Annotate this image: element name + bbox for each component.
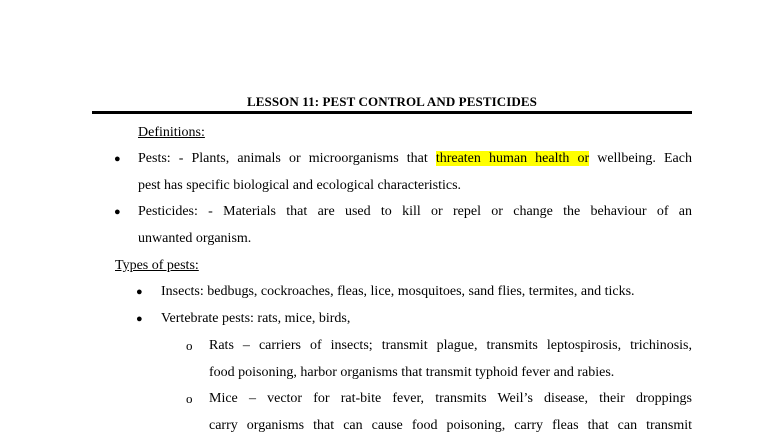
title-rule [92,111,692,114]
pests-text-end: wellbeing. Each [589,151,692,166]
rats-item-line-2: food poisoning, harbor organisms that transmit typhoid fever and rabies. [209,365,615,380]
bullet-pests: ● [114,153,121,165]
pests-definition-line-1 [138,150,692,168]
rats-item-line-1: Rats – carriers of insects; transmit plague, transmits leptospirosis, trichinosis, [209,338,692,353]
pesticides-definition-line-2: unwanted organism. [138,231,252,246]
insects-item: Insects: bedbugs, cockroaches, fleas, lice, mosquitoes, sand flies, termites, and ticks. [161,284,635,299]
definitions-heading: Definitions: [138,125,205,140]
bullet-insects: ● [136,286,143,298]
vertebrate-item: Vertebrate pests: rats, mice, birds, [161,311,351,326]
highlighted-text: threaten human health or [435,151,590,166]
types-heading: Types of pests: [115,258,199,273]
pests-definition-line-2: pest has specific biological and ecological characteristics. [138,178,462,193]
pests-text-start: Pests: - Plants, animals or microorganisms that [138,151,436,166]
pesticides-definition-line-1: Pesticides: - Materials that are used to kill or repel or change the behaviour of an [138,204,692,219]
sub-bullet-mice: o [186,391,193,406]
sub-bullet-rats: o [186,338,193,353]
mice-item-line-1: Mice – vector for rat-bite fever, transmits Weil’s disease, their droppings [209,391,692,406]
bullet-vertebrate: ● [136,313,143,325]
lesson-title: LESSON 11: PEST CONTROL AND PESTICIDES [246,94,537,109]
bullet-pesticides: ● [114,206,121,218]
mice-item-line-2: carry organisms that can cause food poisoning, carry fleas that can transmit [209,418,692,433]
